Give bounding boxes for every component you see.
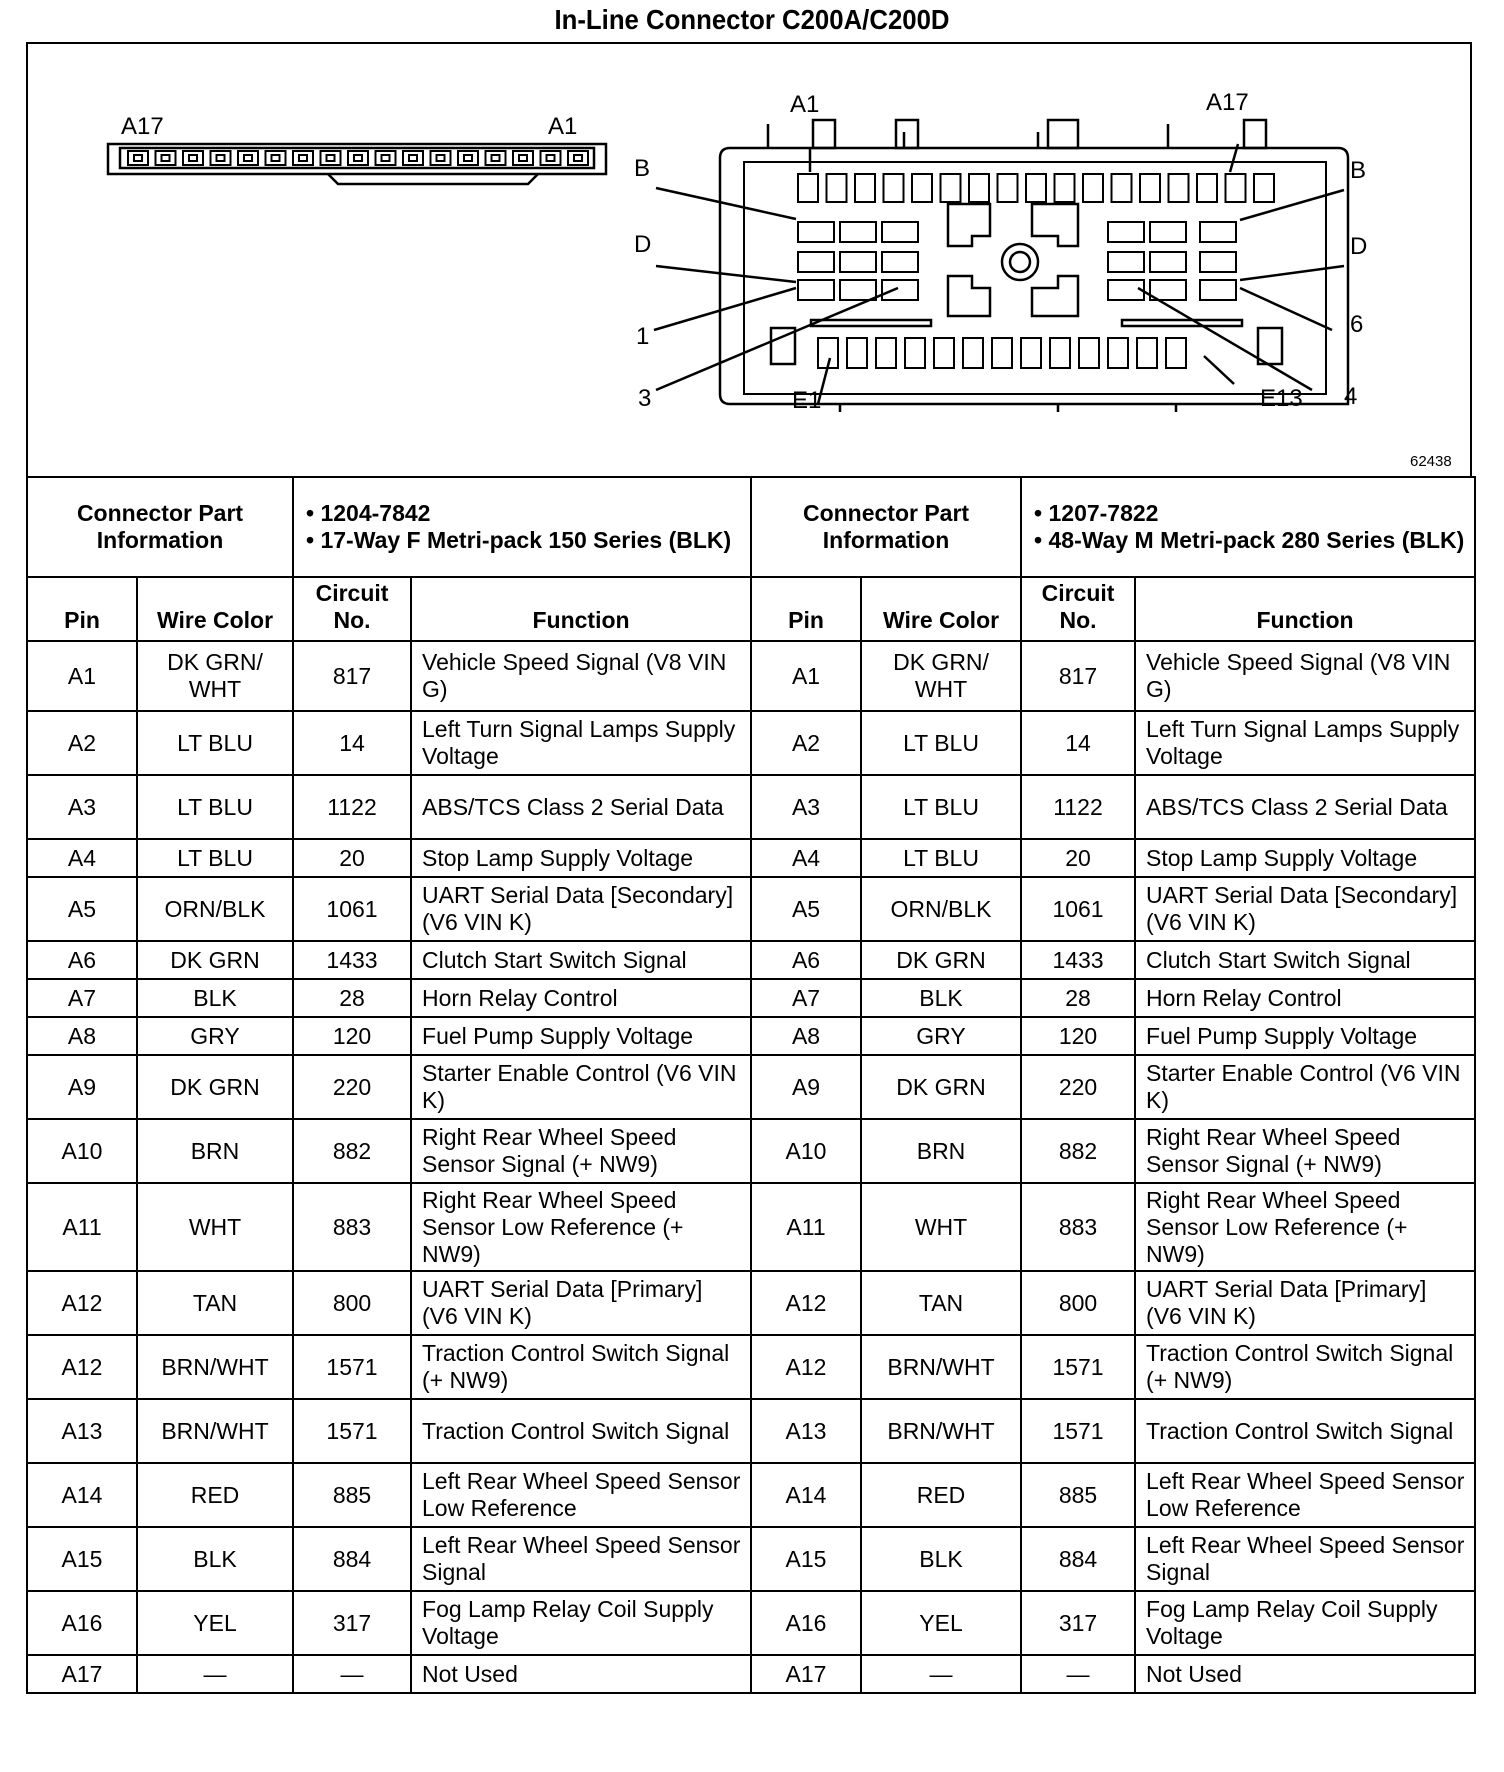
left-wire-color-cell: DK GRN	[137, 941, 293, 979]
right-circuit-cell: —	[1021, 1655, 1135, 1693]
pin-contact	[272, 155, 280, 161]
header-wire-color: Wire Color	[861, 577, 1021, 641]
pin-contact	[189, 155, 197, 161]
right-circuit-cell: 20	[1021, 839, 1135, 877]
left-circuit-cell: 220	[293, 1055, 411, 1119]
right-function-cell: Left Turn Signal Lamps Supply Voltage	[1135, 711, 1475, 775]
left-function-cell: Left Rear Wheel Speed Sensor Signal	[411, 1527, 751, 1591]
pin-cavity	[876, 338, 896, 368]
left-pin-cell: A15	[27, 1527, 137, 1591]
pin-contact	[354, 155, 362, 161]
left-pin-cell: A7	[27, 979, 137, 1017]
pin-cavity	[431, 151, 451, 165]
pin-cavity	[963, 338, 983, 368]
right-function-cell: Fog Lamp Relay Coil Supply Voltage	[1135, 1591, 1475, 1655]
right-pin-cell: A2	[751, 711, 861, 775]
right-function-cell: Clutch Start Switch Signal	[1135, 941, 1475, 979]
right-pin-cell: A17	[751, 1655, 861, 1693]
label-e1: E1	[792, 387, 822, 414]
pin-cavity	[403, 151, 423, 165]
right-wire-color-cell: LT BLU	[861, 711, 1021, 775]
left-circuit-cell: 1433	[293, 941, 411, 979]
pin-cavity	[1108, 338, 1128, 368]
connector-info-row	[27, 477, 1475, 577]
left-pin-cell: A16	[27, 1591, 137, 1655]
pin-cavity	[1083, 174, 1103, 202]
right-circuit-cell: 1571	[1021, 1399, 1135, 1463]
left-wire-color-cell: ORN/BLK	[137, 877, 293, 941]
left-pin-cell: A3	[27, 775, 137, 839]
right-function-cell: Horn Relay Control	[1135, 979, 1475, 1017]
left-circuit-cell: 882	[293, 1119, 411, 1183]
left-pin-cell: A4	[27, 839, 137, 877]
pin-cavity	[1021, 338, 1041, 368]
left-wire-color-cell: BLK	[137, 979, 293, 1017]
right-wire-color-cell: GRY	[861, 1017, 1021, 1055]
right-wire-color-cell: YEL	[861, 1591, 1021, 1655]
left-function-cell: Fuel Pump Supply Voltage	[411, 1017, 751, 1055]
pin-cavity	[128, 151, 148, 165]
pin-cavity	[458, 151, 478, 165]
pin-cavity	[1108, 222, 1144, 242]
left-circuit-cell: 317	[293, 1591, 411, 1655]
pin-cavity	[1055, 174, 1075, 202]
pin-cavity	[541, 151, 561, 165]
right-circuit-cell: 220	[1021, 1055, 1135, 1119]
right-wire-color-cell: DK GRN	[861, 1055, 1021, 1119]
pin-cavity	[1026, 174, 1046, 202]
pin-cavity	[798, 174, 818, 202]
left-wire-color-cell: DK GRN/ WHT	[137, 641, 293, 711]
table-row	[27, 711, 1475, 775]
left-circuit-cell: —	[293, 1655, 411, 1693]
left-circuit-cell: 884	[293, 1527, 411, 1591]
right-pin-cell: A14	[751, 1463, 861, 1527]
connector-diagram	[26, 42, 1472, 476]
pin-cavity	[1166, 338, 1186, 368]
label-d-right: D	[1350, 233, 1368, 260]
left-wire-color-cell: WHT	[137, 1183, 293, 1271]
right-function-cell: UART Serial Data [Primary] (V6 VIN K)	[1135, 1271, 1475, 1335]
left-wire-color-cell: LT BLU	[137, 839, 293, 877]
pin-cavity	[513, 151, 533, 165]
table-row	[27, 1591, 1475, 1655]
pin-contact	[134, 155, 142, 161]
table-row	[27, 1335, 1475, 1399]
right-pin-cell: A5	[751, 877, 861, 941]
label-e13: E13	[1260, 385, 1303, 412]
right-pin-cell: A7	[751, 979, 861, 1017]
table-row	[27, 979, 1475, 1017]
pinout-table	[26, 476, 1476, 1694]
right-circuit-cell: 14	[1021, 711, 1135, 775]
right-function-cell: Left Rear Wheel Speed Sensor Signal	[1135, 1527, 1475, 1591]
right-circuit-cell: 883	[1021, 1183, 1135, 1271]
left-circuit-cell: 120	[293, 1017, 411, 1055]
table-row	[27, 941, 1475, 979]
pin-cavity	[1112, 174, 1132, 202]
left-function-cell: Vehicle Speed Signal (V8 VIN G)	[411, 641, 751, 711]
table-row	[27, 877, 1475, 941]
left-pin-cell: A6	[27, 941, 137, 979]
pin-cavity	[840, 252, 876, 272]
left-connector-label-a1: A1	[548, 113, 578, 140]
pin-cavity	[211, 151, 231, 165]
table-row	[27, 1119, 1475, 1183]
pin-contact	[547, 155, 555, 161]
right-wire-color-cell: BRN	[861, 1119, 1021, 1183]
left-wire-color-cell: —	[137, 1655, 293, 1693]
right-function-cell: Starter Enable Control (V6 VIN K)	[1135, 1055, 1475, 1119]
left-circuit-cell: 20	[293, 839, 411, 877]
right-circuit-cell: 28	[1021, 979, 1135, 1017]
label-6: 6	[1350, 311, 1364, 338]
left-circuit-cell: 885	[293, 1463, 411, 1527]
right-connector-info-label: Connector Part Information	[751, 477, 1021, 577]
left-circuit-cell: 1061	[293, 877, 411, 941]
label-a1: A1	[790, 91, 820, 118]
pin-contact	[519, 155, 527, 161]
pin-cavity	[840, 280, 876, 300]
left-pin-cell: A12	[27, 1271, 137, 1335]
left-pin-cell: A9	[27, 1055, 137, 1119]
pin-cavity	[1169, 174, 1189, 202]
left-function-cell: Starter Enable Control (V6 VIN K)	[411, 1055, 751, 1119]
right-circuit-cell: 1061	[1021, 877, 1135, 941]
pin-cavity	[1197, 174, 1217, 202]
pin-cavity	[1108, 280, 1144, 300]
label-d-left: D	[634, 231, 652, 258]
right-function-cell: Vehicle Speed Signal (V8 VIN G)	[1135, 641, 1475, 711]
left-function-cell: Traction Control Switch Signal	[411, 1399, 751, 1463]
pin-cavity	[568, 151, 588, 165]
left-wire-color-cell: BRN/WHT	[137, 1335, 293, 1399]
right-function-cell: Not Used	[1135, 1655, 1475, 1693]
pin-cavity	[1108, 252, 1144, 272]
right-part-info-item: • 48-Way M Metri-pack 280 Series (BLK)	[1034, 527, 1465, 553]
pin-contact	[464, 155, 472, 161]
left-wire-color-cell: RED	[137, 1463, 293, 1527]
header-function: Function	[1135, 577, 1475, 641]
left-pin-cell: A17	[27, 1655, 137, 1693]
right-circuit-cell: 317	[1021, 1591, 1135, 1655]
pin-contact	[574, 155, 582, 161]
48-way-connector-drawing	[634, 89, 1367, 414]
left-circuit-cell: 28	[293, 979, 411, 1017]
left-wire-color-cell: BRN	[137, 1119, 293, 1183]
header-pin: Pin	[27, 577, 137, 641]
left-circuit-cell: 1571	[293, 1335, 411, 1399]
right-circuit-cell: 1122	[1021, 775, 1135, 839]
right-circuit-cell: 1433	[1021, 941, 1135, 979]
right-wire-color-cell: BLK	[861, 979, 1021, 1017]
17-way-connector-drawing	[108, 113, 606, 184]
pin-cavity	[1200, 252, 1236, 272]
pin-contact	[327, 155, 335, 161]
pin-cavity	[1226, 174, 1246, 202]
pin-cavity	[912, 174, 932, 202]
left-function-cell: Left Turn Signal Lamps Supply Voltage	[411, 711, 751, 775]
right-circuit-cell: 120	[1021, 1017, 1135, 1055]
pin-cavity	[934, 338, 954, 368]
label-a17: A17	[1206, 89, 1249, 116]
pin-contact	[299, 155, 307, 161]
left-function-cell: Stop Lamp Supply Voltage	[411, 839, 751, 877]
right-function-cell: Traction Control Switch Signal	[1135, 1399, 1475, 1463]
column-header-row	[27, 577, 1475, 641]
right-wire-color-cell: LT BLU	[861, 775, 1021, 839]
right-pin-cell: A4	[751, 839, 861, 877]
pin-cavity	[884, 174, 904, 202]
pin-cavity	[1137, 338, 1157, 368]
pin-cavity	[486, 151, 506, 165]
left-function-cell: Right Rear Wheel Speed Sensor Signal (+ NW9)	[411, 1119, 751, 1183]
header-wire-color: Wire Color	[137, 577, 293, 641]
right-wire-color-cell: —	[861, 1655, 1021, 1693]
pin-cavity	[969, 174, 989, 202]
table-row	[27, 1463, 1475, 1527]
table-row	[27, 1055, 1475, 1119]
left-wire-color-cell: TAN	[137, 1271, 293, 1335]
right-circuit-cell: 1571	[1021, 1335, 1135, 1399]
right-wire-color-cell: ORN/BLK	[861, 877, 1021, 941]
right-wire-color-cell: LT BLU	[861, 839, 1021, 877]
pin-cavity	[905, 338, 925, 368]
right-part-info	[1021, 477, 1475, 577]
left-pin-cell: A14	[27, 1463, 137, 1527]
left-pin-cell: A8	[27, 1017, 137, 1055]
right-wire-color-cell: DK GRN/ WHT	[861, 641, 1021, 711]
left-circuit-cell: 800	[293, 1271, 411, 1335]
right-pin-cell: A16	[751, 1591, 861, 1655]
pin-cavity	[266, 151, 286, 165]
label-1: 1	[636, 323, 650, 350]
left-connector-label-a17: A17	[121, 113, 164, 140]
left-wire-color-cell: DK GRN	[137, 1055, 293, 1119]
left-function-cell: ABS/TCS Class 2 Serial Data	[411, 775, 751, 839]
right-function-cell: Right Rear Wheel Speed Sensor Signal (+ NW9)	[1135, 1119, 1475, 1183]
right-pin-cell: A9	[751, 1055, 861, 1119]
right-function-cell: Fuel Pump Supply Voltage	[1135, 1017, 1475, 1055]
right-wire-color-cell: DK GRN	[861, 941, 1021, 979]
left-function-cell: UART Serial Data [Primary] (V6 VIN K)	[411, 1271, 751, 1335]
pin-cavity	[321, 151, 341, 165]
table-row	[27, 1017, 1475, 1055]
pin-contact	[217, 155, 225, 161]
left-function-cell: Left Rear Wheel Speed Sensor Low Reference	[411, 1463, 751, 1527]
pin-cavity	[183, 151, 203, 165]
left-function-cell: Fog Lamp Relay Coil Supply Voltage	[411, 1591, 751, 1655]
left-wire-color-cell: LT BLU	[137, 775, 293, 839]
label-b-right: B	[1350, 157, 1367, 184]
right-circuit-cell: 885	[1021, 1463, 1135, 1527]
right-circuit-cell: 817	[1021, 641, 1135, 711]
table-row	[27, 1527, 1475, 1591]
pin-contact	[492, 155, 500, 161]
right-circuit-cell: 884	[1021, 1527, 1135, 1591]
pin-cavity	[1200, 280, 1236, 300]
pin-cavity	[882, 280, 918, 300]
right-function-cell: Traction Control Switch Signal (+ NW9)	[1135, 1335, 1475, 1399]
left-pin-cell: A11	[27, 1183, 137, 1271]
label-4: 4	[1344, 383, 1358, 410]
pin-cavity	[348, 151, 368, 165]
right-pin-cell: A13	[751, 1399, 861, 1463]
label-b-left: B	[634, 155, 651, 182]
right-pin-cell: A12	[751, 1271, 861, 1335]
pin-cavity	[840, 222, 876, 242]
left-part-info	[293, 477, 751, 577]
left-pin-cell: A2	[27, 711, 137, 775]
right-function-cell: Left Rear Wheel Speed Sensor Low Reference	[1135, 1463, 1475, 1527]
pin-cavity	[798, 280, 834, 300]
pin-cavity	[293, 151, 313, 165]
pin-cavity	[998, 174, 1018, 202]
label-3: 3	[638, 385, 652, 412]
header-function: Function	[411, 577, 751, 641]
pin-cavity	[798, 222, 834, 242]
pin-cavity	[1140, 174, 1160, 202]
left-pin-cell: A12	[27, 1335, 137, 1399]
right-pin-cell: A1	[751, 641, 861, 711]
pin-cavity	[1050, 338, 1070, 368]
left-wire-color-cell: YEL	[137, 1591, 293, 1655]
table-row	[27, 839, 1475, 877]
left-part-info-item: • 1204-7842	[306, 499, 431, 526]
left-connector-info-label: Connector Part Information	[27, 477, 293, 577]
left-function-cell: Traction Control Switch Signal (+ NW9)	[411, 1335, 751, 1399]
pin-cavity	[882, 252, 918, 272]
left-function-cell: Right Rear Wheel Speed Sensor Low Reference (+ NW9)	[411, 1183, 751, 1271]
left-wire-color-cell: BRN/WHT	[137, 1399, 293, 1463]
header-circuit-no: Circuit No.	[293, 577, 411, 641]
left-circuit-cell: 1571	[293, 1399, 411, 1463]
left-wire-color-cell: GRY	[137, 1017, 293, 1055]
table-row	[27, 641, 1475, 711]
page-title: In-Line Connector C200A/C200D	[554, 4, 950, 35]
pin-cavity	[1200, 222, 1236, 242]
pin-cavity	[156, 151, 176, 165]
pin-cavity	[798, 252, 834, 272]
header-pin: Pin	[751, 577, 861, 641]
left-wire-color-cell: LT BLU	[137, 711, 293, 775]
pin-cavity	[941, 174, 961, 202]
pin-contact	[162, 155, 170, 161]
right-function-cell: UART Serial Data [Secondary] (V6 VIN K)	[1135, 877, 1475, 941]
right-function-cell: Stop Lamp Supply Voltage	[1135, 839, 1475, 877]
pin-contact	[409, 155, 417, 161]
right-function-cell: ABS/TCS Class 2 Serial Data	[1135, 775, 1475, 839]
right-pin-cell: A10	[751, 1119, 861, 1183]
left-pin-cell: A1	[27, 641, 137, 711]
left-function-cell: Horn Relay Control	[411, 979, 751, 1017]
table-row	[27, 1183, 1475, 1271]
pin-contact	[382, 155, 390, 161]
pin-cavity	[882, 222, 918, 242]
left-circuit-cell: 883	[293, 1183, 411, 1271]
pin-cavity	[855, 174, 875, 202]
table-row	[27, 1271, 1475, 1335]
pin-cavity	[992, 338, 1012, 368]
pin-cavity	[376, 151, 396, 165]
right-circuit-cell: 800	[1021, 1271, 1135, 1335]
left-function-cell: Not Used	[411, 1655, 751, 1693]
right-pin-cell: A15	[751, 1527, 861, 1591]
left-circuit-cell: 817	[293, 641, 411, 711]
pin-cavity	[827, 174, 847, 202]
header-circuit-no: Circuit No.	[1021, 577, 1135, 641]
right-pin-cell: A12	[751, 1335, 861, 1399]
right-pin-cell: A6	[751, 941, 861, 979]
left-function-cell: UART Serial Data [Secondary] (V6 VIN K)	[411, 877, 751, 941]
left-pin-cell: A5	[27, 877, 137, 941]
left-pin-cell: A13	[27, 1399, 137, 1463]
left-circuit-cell: 1122	[293, 775, 411, 839]
pin-cavity	[1254, 174, 1274, 202]
right-wire-color-cell: TAN	[861, 1271, 1021, 1335]
table-row	[27, 1399, 1475, 1463]
left-part-info-item: • 17-Way F Metri-pack 150 Series (BLK)	[306, 527, 732, 553]
pin-cavity	[1150, 252, 1186, 272]
right-function-cell: Right Rear Wheel Speed Sensor Low Reference (+ NW9)	[1135, 1183, 1475, 1271]
right-wire-color-cell: BLK	[861, 1527, 1021, 1591]
right-pin-cell: A11	[751, 1183, 861, 1271]
table-row	[27, 1655, 1475, 1693]
right-pin-cell: A8	[751, 1017, 861, 1055]
right-wire-color-cell: RED	[861, 1463, 1021, 1527]
pin-cavity	[1150, 222, 1186, 242]
table-row	[27, 775, 1475, 839]
left-pin-cell: A10	[27, 1119, 137, 1183]
left-function-cell: Clutch Start Switch Signal	[411, 941, 751, 979]
right-part-info-item: • 1207-7822	[1034, 499, 1159, 526]
pin-cavity	[238, 151, 258, 165]
right-circuit-cell: 882	[1021, 1119, 1135, 1183]
right-wire-color-cell: BRN/WHT	[861, 1335, 1021, 1399]
right-wire-color-cell: WHT	[861, 1183, 1021, 1271]
connector-diagram-drawing	[28, 44, 1474, 478]
left-wire-color-cell: BLK	[137, 1527, 293, 1591]
right-wire-color-cell: BRN/WHT	[861, 1399, 1021, 1463]
left-circuit-cell: 14	[293, 711, 411, 775]
pin-contact	[244, 155, 252, 161]
figure-number: 62438	[1410, 453, 1452, 470]
pin-cavity	[847, 338, 867, 368]
right-pin-cell: A3	[751, 775, 861, 839]
pin-contact	[437, 155, 445, 161]
pin-cavity	[1079, 338, 1099, 368]
